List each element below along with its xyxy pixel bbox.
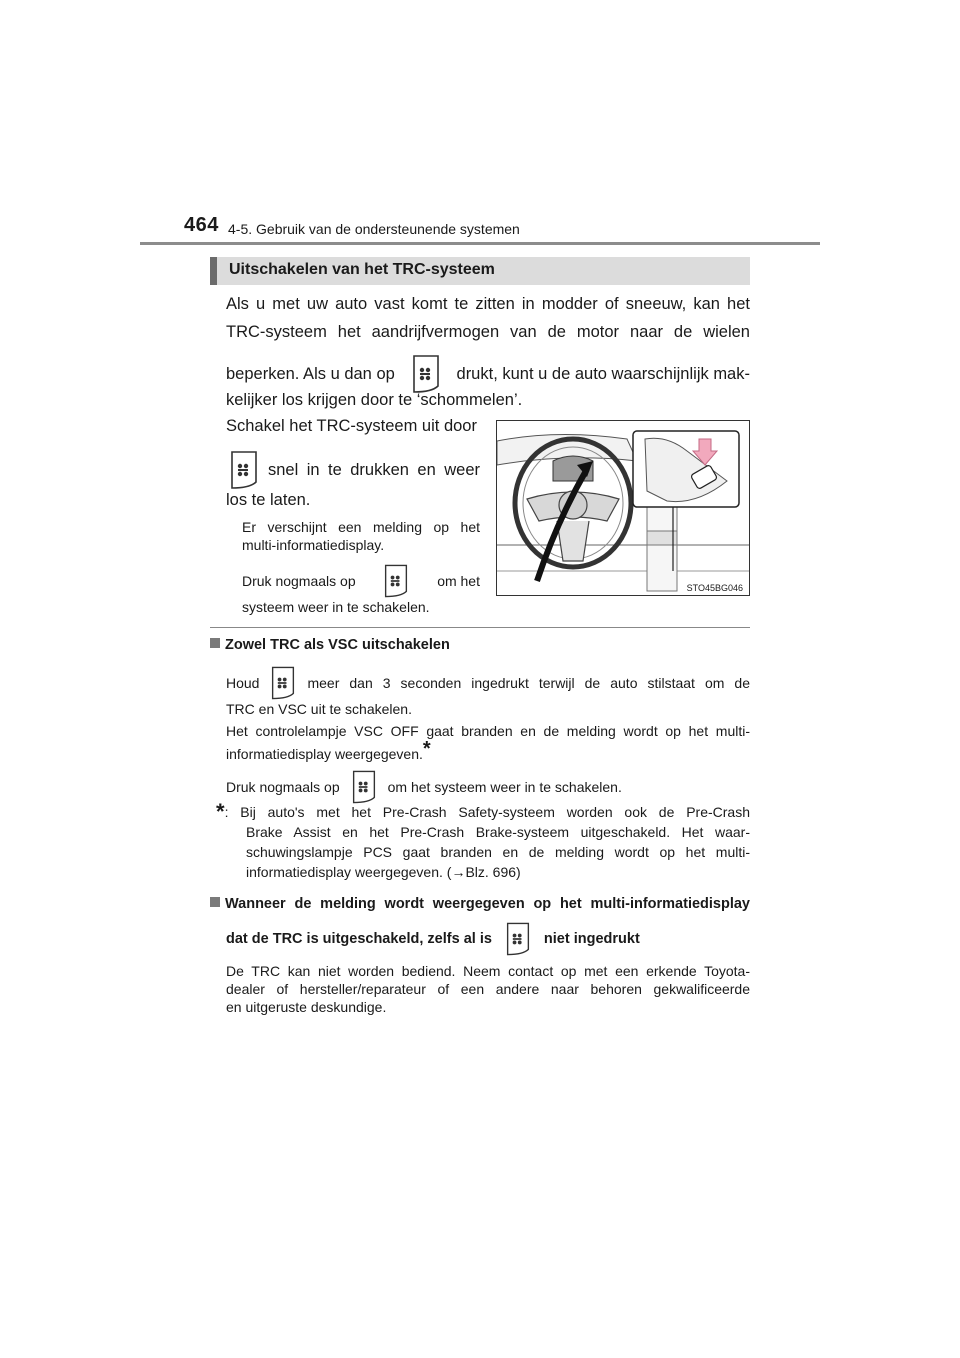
- section-heading-bar: [210, 257, 750, 285]
- sub1-line-3-start: Druk nogmaals op: [226, 779, 340, 795]
- step-note-2-end: om het: [437, 573, 480, 589]
- chapter-title: 4-5. Gebruik van de ondersteunende systemen: [228, 221, 520, 237]
- vsc-off-button-icon: [267, 664, 299, 702]
- step-line-1: Schakel het TRC-systeem uit door: [226, 417, 477, 435]
- sub1-line-1-end: meer dan 3 seconden ingedrukt terwijl de auto stilstaat om de: [307, 675, 750, 691]
- step-note-1a: Er verschijnt een melding op het: [242, 519, 480, 535]
- intro-line-3-start: beperken. Als u dan op: [226, 365, 395, 383]
- vsc-off-button-icon: [348, 768, 380, 806]
- step-note-2-start: Druk nogmaals op: [242, 573, 356, 589]
- sub2-heading-line-1: [210, 894, 750, 914]
- sub1-line-2b: [226, 740, 431, 763]
- footnote-mark: *: [216, 799, 225, 824]
- sub1-heading: [210, 636, 450, 654]
- intro-line-4: kelijker los krijgen door te ‘schommelen’.: [226, 391, 523, 409]
- header-rule: [140, 242, 820, 245]
- intro-line-2: TRC-systeem het aandrijfvermogen van de motor naar de wielen: [226, 323, 750, 341]
- footnote-line-3: schuwingslampje PCS gaat branden en de melding wordt op het multi-: [246, 844, 750, 860]
- intro-line-3-end: drukt, kunt u de auto waarschijnlijk mak-: [456, 365, 750, 383]
- footnote: [216, 799, 750, 882]
- sub2-line-2: dealer of hersteller/reparateur of een andere naar behoren gekwalificeerde: [226, 981, 750, 997]
- sub1-line-1: [226, 664, 750, 702]
- footnote-line-1: : Bij auto's met het Pre-Crash Safety-systeem worden ook de Pre-Crash: [224, 804, 750, 820]
- step-note-2c: systeem weer in te schakelen.: [242, 599, 430, 615]
- step-note-1b: multi-informatiedisplay.: [242, 537, 385, 553]
- section-title: Uitschakelen van het TRC-systeem: [229, 261, 495, 278]
- vsc-off-button-icon: [380, 562, 412, 600]
- bullet-square-icon: [210, 897, 220, 907]
- step-line-2-text: snel in te drukken en weer: [268, 461, 480, 479]
- step-note-2: [242, 562, 480, 600]
- dashboard-illustration: [496, 420, 750, 596]
- sub1-line-3: [226, 768, 622, 806]
- sub1-line-3-end: om het systeem weer in te schakelen.: [387, 779, 622, 795]
- bullet-square-icon: [210, 638, 220, 648]
- page-number: 464: [184, 214, 219, 236]
- sub1-line-2b-text: informatiedisplay weergegeven.: [226, 746, 423, 762]
- footnote-star: *: [422, 738, 431, 760]
- sub1-heading-text: Zowel TRC als VSC uitschakelen: [225, 637, 450, 653]
- step-line-3: los te laten.: [226, 491, 311, 509]
- sub2-heading-line-2-end: niet ingedrukt: [543, 931, 640, 947]
- intro-line-1: Als u met uw auto vast komt te zitten in modder of sneeuw, kan het: [226, 295, 750, 313]
- sub2-line-3: en uitgeruste deskundige.: [226, 999, 387, 1015]
- sub2-heading-line-2: [226, 920, 640, 958]
- footnote-line-2: Brake Assist en het Pre-Crash Brake-systeem uitgeschakeld. Het waar-: [246, 824, 750, 840]
- sub1-line-1-start: Houd: [226, 675, 260, 691]
- sub2-heading-line-2-start: dat de TRC is uitgeschakeld, zelfs al is: [226, 931, 492, 947]
- sub2-heading-line-1-text: Wanneer de melding wordt weergegeven op het multi-informatiedisplay: [225, 896, 750, 912]
- figure-code: STO45BG046: [686, 583, 743, 593]
- steering-wheel-illustration: [497, 421, 749, 595]
- sub1-line-1c: TRC en VSC uit te schakelen.: [226, 701, 412, 717]
- sub1-line-2a: Het controlelampje VSC OFF gaat branden en de melding wordt op het multi-: [226, 723, 750, 739]
- section-divider: [210, 627, 750, 628]
- vsc-off-button-icon: [502, 920, 534, 958]
- footnote-line-4: informatiedisplay weergegeven. (→Blz. 696): [246, 864, 521, 880]
- sub2-line-1: De TRC kan niet worden bediend. Neem contact op met een erkende Toyota-: [226, 963, 750, 979]
